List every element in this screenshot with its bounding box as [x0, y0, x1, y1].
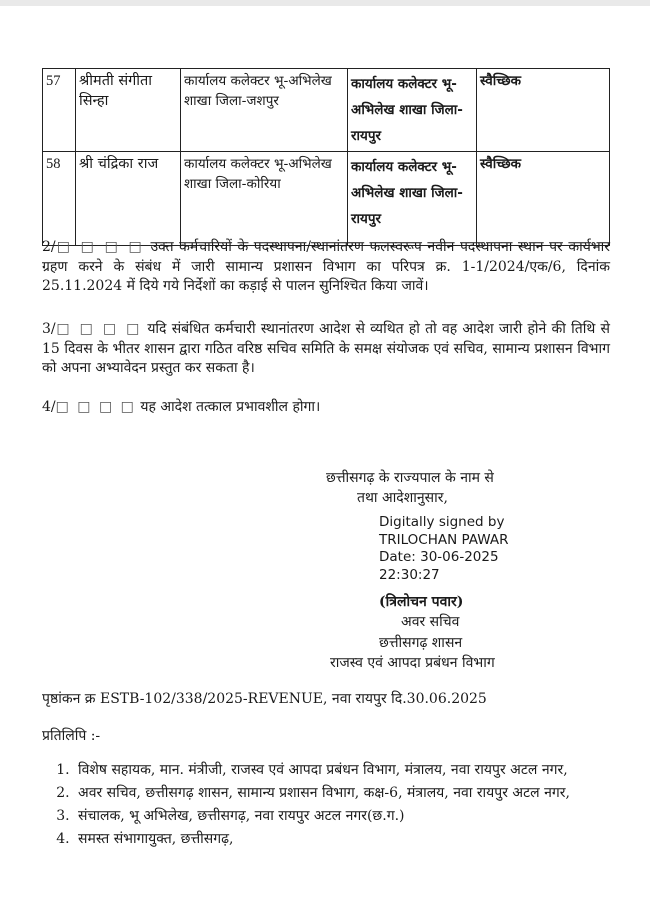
new-posting: कार्यालय कलेक्टर भू-अभिलेख शाखा जिला-रायपुर — [348, 69, 477, 152]
digital-signature-block — [379, 514, 508, 584]
para-number: 4/ — [42, 399, 56, 415]
para-text: यह आदेश तत्काल प्रभावशील होगा। — [140, 399, 321, 415]
list-item: 1. विशेष सहायक, मान. मंत्रीजी, राजस्व एवं आपदा प्रबंधन विभाग, मंत्रालय, नवा रायपुर अटल नगर, — [74, 760, 644, 780]
list-item: 4. समस्त संभागायुक्त, छत्तीसगढ़, — [74, 829, 644, 849]
signatory-designation: अवर सचिव — [401, 614, 460, 630]
placeholder-boxes: □ □ □ □ — [55, 399, 136, 415]
paragraph-2 — [42, 238, 610, 297]
new-posting: कार्यालय कलेक्टर भू-अभिलेख शाखा जिला-रायपुर — [348, 152, 477, 246]
endorsement-number: पृष्ठांकन क्र ESTB-102/338/2025-REVENUE, नवा रायपुर दि.30.06.2025 — [42, 691, 487, 707]
digital-signature-line: Digitally signed by — [379, 514, 505, 530]
employee-name: श्री चंद्रिका राज — [76, 152, 181, 246]
signature-authority-line: छत्तीसगढ़ के राज्यपाल के नाम से — [326, 470, 494, 486]
transfer-table — [42, 68, 610, 246]
table-row — [43, 69, 610, 152]
transfer-type: स्वैच्छिक — [477, 69, 610, 152]
para-number: 2/ — [42, 239, 56, 255]
para-text: यदि संबंधित कर्मचारी स्थानांतरण आदेश से व्यथित हो तो वह आदेश जारी होने की तिथि से 15 दिवस के भीतर शासन द्वारा गठित वरिष्ठ सचिव समिति के समक्ष संयोजक एवं सचिव, सामान्य प्रशासन विभाग को अपना अभ्यावेदन प्रस्तुत कर सकता है। — [42, 321, 611, 376]
digital-signature-line: TRILOCHAN PAWAR — [379, 531, 509, 548]
signatory-government: छत्तीसगढ़ शासन — [379, 635, 463, 651]
current-posting: कार्यालय कलेक्टर भू-अभिलेख शाखा जिला-कोरिया — [181, 152, 348, 246]
signatory-name: (त्रिलोचन पवार) — [379, 594, 464, 610]
paragraph-3 — [42, 320, 610, 379]
list-item: 2. अवर सचिव, छत्तीसगढ़ शासन, सामान्य प्रशासन विभाग, कक्ष-6, मंत्रालय, नवा रायपुर अटल नगर, — [74, 783, 644, 803]
placeholder-boxes: □ □ □ □ — [55, 321, 143, 337]
signature-order-line: तथा आदेशानुसार, — [357, 490, 448, 506]
digital-signature-line: Date: 30-06-2025 — [379, 549, 499, 565]
transfer-type: स्वैच्छिक — [477, 152, 610, 246]
list-item: 3. संचालक, भू अभिलेख, छत्तीसगढ़, नवा रायपुर अटल नगर(छ.ग.) — [74, 806, 644, 826]
copy-heading: प्रतिलिपि :- — [42, 728, 101, 744]
page-top-edge — [0, 0, 650, 6]
current-posting: कार्यालय कलेक्टर भू-अभिलेख शाखा जिला-जशपुर — [181, 69, 348, 152]
serial-number: 57 — [43, 69, 76, 152]
paragraph-4 — [42, 398, 610, 418]
placeholder-boxes: □ □ □ □ — [55, 239, 145, 255]
table-row — [43, 152, 610, 246]
digital-signature-line: 22:30:27 — [379, 566, 440, 583]
para-number: 3/ — [42, 321, 56, 337]
signatory-department: राजस्व एवं आपदा प्रबंधन विभाग — [330, 655, 495, 671]
serial-number: 58 — [43, 152, 76, 246]
copy-list — [42, 760, 644, 852]
employee-name: श्रीमती संगीता सिन्हा — [76, 69, 181, 152]
para-text: उक्त कर्मचारियों के पदस्थापना/स्थानांतरण फलस्वरूप नवीन पदस्थापना स्थान पर कार्यभार ग्रहण करने के संबंध में जारी सामान्य प्रशासन विभाग का परिपत्र क्र. 1-1/2024/एक/6, दिनांक 25.11.2024 में दिये गये निर्देशों का कड़ाई से पालन सुनिश्चित किया जावें। — [42, 239, 611, 294]
